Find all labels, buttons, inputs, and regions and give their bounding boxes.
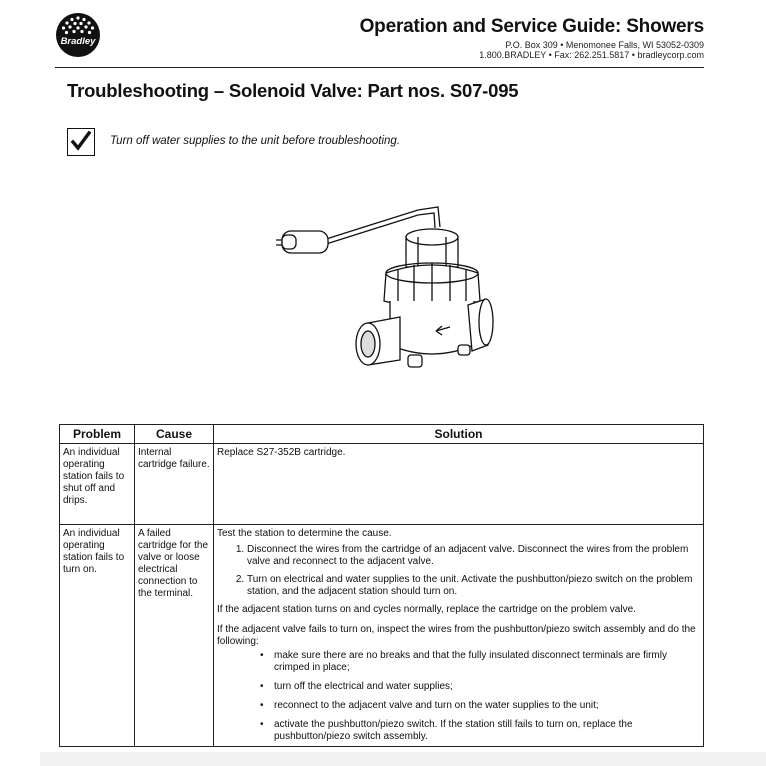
problem-cell: An individual operating station fails to turn on.: [60, 525, 135, 747]
header-cause: Cause: [135, 425, 214, 444]
header-solution: Solution: [214, 425, 704, 444]
table-header-row: [60, 425, 704, 444]
company-contact: 1.800.BRADLEY • Fax: 262.251.5817 • bradleycorp.com: [479, 50, 704, 60]
list-item: 1. Disconnect the wires from the cartridge of an adjacent valve. Disconnect the wires from the problem valve and reconnect to the adjacent valve.: [247, 544, 700, 568]
solution-intro: Test the station to determine the cause.: [217, 528, 392, 539]
table-row: [60, 444, 704, 525]
solution-paragraph: If the adjacent station turns on and cycles normally, replace the cartridge on the problem valve.: [217, 604, 636, 615]
list-item: • turn off the electrical and water supplies;: [274, 681, 700, 693]
list-item: • reconnect to the adjacent valve and turn on the water supplies to the unit;: [274, 700, 700, 712]
checkmark-icon: [67, 128, 95, 156]
solution-cell: [214, 525, 704, 747]
document-title: Operation and Service Guide: Showers: [359, 16, 704, 37]
solution-text: Replace S27-352B cartridge.: [217, 447, 346, 458]
list-item: • make sure there are no breaks and that the fully insulated disconnect terminals are firmly crimped in place;: [274, 650, 700, 674]
solenoid-valve-illustration: [268, 195, 508, 380]
solution-cell: [214, 444, 704, 525]
header-problem: Problem: [60, 425, 135, 444]
problem-cell: An individual operating station fails to shut off and drips.: [60, 444, 135, 525]
header-divider: [55, 67, 704, 68]
svg-text:Bradley: Bradley: [60, 36, 96, 47]
bradley-logo: [55, 12, 101, 58]
company-address: P.O. Box 309 • Menomonee Falls, WI 53052-0309: [505, 40, 704, 50]
cause-cell: Internal cartridge failure.: [135, 444, 214, 525]
page-edge: [40, 752, 766, 766]
table-row: [60, 525, 704, 747]
solution-bullets: [217, 650, 700, 743]
troubleshooting-table: [59, 424, 704, 747]
list-item: 2. Turn on electrical and water supplies to the unit. Activate the pushbutton/piezo switch on the problem station, and the adjacent station should turn on.: [247, 574, 700, 598]
safety-note: Turn off water supplies to the unit before troubleshooting.: [110, 135, 401, 147]
list-item: • activate the pushbutton/piezo switch. If the station still fails to turn on, replace the pushbutton/piezo switch assembly.: [274, 719, 700, 743]
solution-paragraph: If the adjacent valve fails to turn on, inspect the wires from the pushbutton/piezo switch assembly and do the following:: [217, 624, 696, 647]
page-title: Troubleshooting – Solenoid Valve: Part nos. S07-095: [67, 80, 519, 101]
solution-steps: [217, 544, 700, 598]
cause-cell: A failed cartridge for the valve or loose electrical connection to the terminal.: [135, 525, 214, 747]
